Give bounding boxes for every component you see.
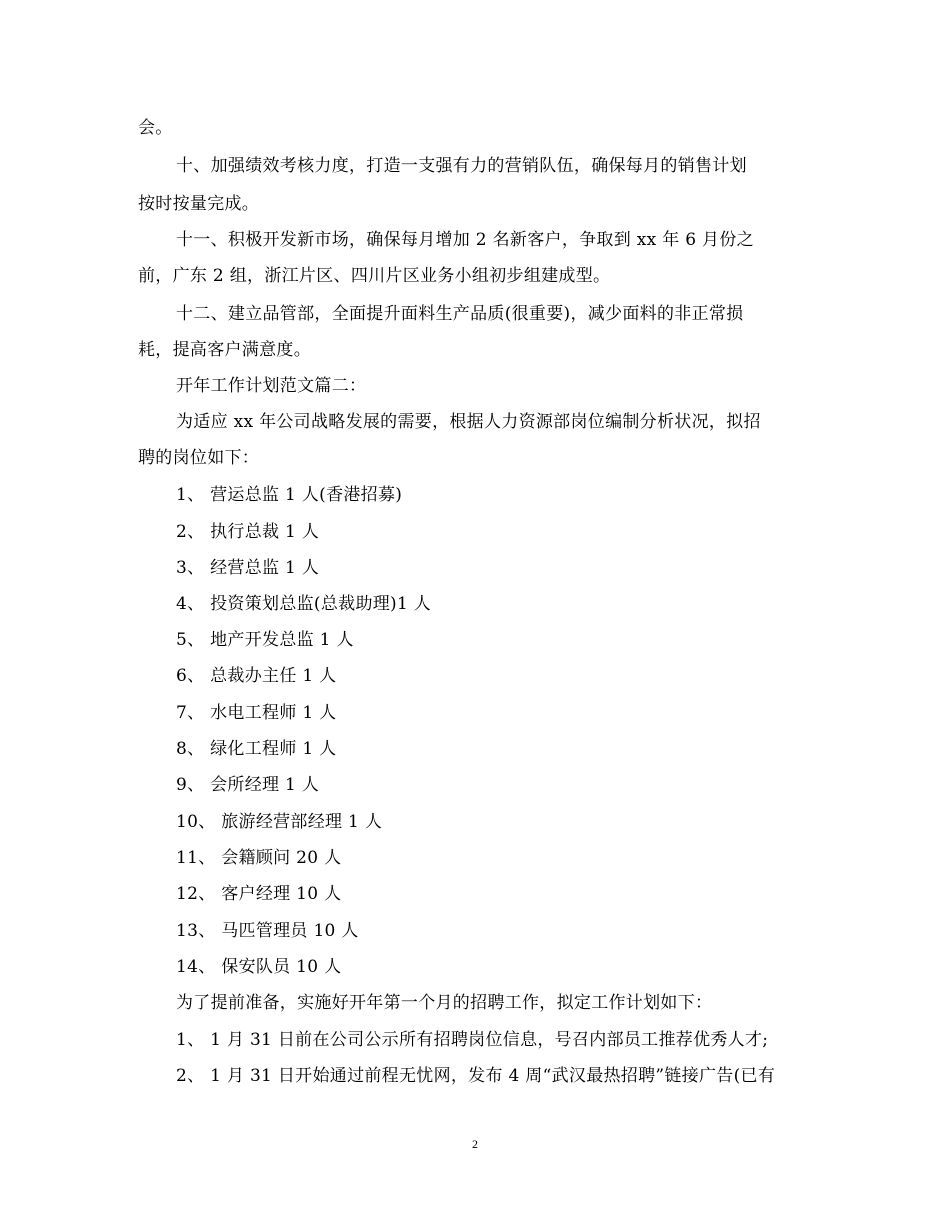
list-item: 8、 绿化工程师 1 人 (176, 739, 337, 759)
list-item: 10、 旅游经营部经理 1 人 (176, 812, 383, 832)
text-line: 聘的岗位如下： (138, 448, 260, 468)
text-line: 为适应 xx 年公司战略发展的需要，根据人力资源部岗位编制分析状况，拟招 (176, 412, 761, 432)
list-item: 3、 经营总监 1 人 (176, 558, 320, 578)
list-item: 13、 马匹管理员 10 人 (176, 921, 359, 941)
list-item: 4、 投资策划总监(总裁助理)1 人 (176, 594, 432, 614)
text-line: 十、加强绩效考核力度，打造一支强有力的营销队伍，确保每月的销售计划 (176, 156, 747, 176)
list-item: 9、 会所经理 1 人 (176, 775, 320, 795)
text-line: 2、 1 月 31 日开始通过前程无忧网，发布 4 周“武汉最热招聘”链接广告(已有 (176, 1066, 776, 1086)
list-item: 7、 水电工程师 1 人 (176, 703, 337, 723)
list-item: 1、 营运总监 1 人(香港招募) (176, 485, 403, 505)
text-line: 十二、建立品管部，全面提升面料生产品质(很重要)，减少面料的非正常损 (176, 304, 744, 324)
list-item: 14、 保安队员 10 人 (176, 957, 342, 977)
list-item: 2、 执行总裁 1 人 (176, 522, 320, 542)
text-line: 前，广东 2 组，浙江片区、四川片区业务小组初步组建成型。 (138, 266, 611, 286)
text-line: 十一、积极开发新市场，确保每月增加 2 名新客户，争取到 xx 年 6 月份之 (176, 230, 754, 250)
text-line: 按时按量完成。 (138, 194, 260, 214)
text-line: 会。 (138, 118, 173, 138)
list-item: 6、 总裁办主任 1 人 (176, 666, 337, 686)
list-item: 5、 地产开发总监 1 人 (176, 630, 354, 650)
section-heading: 开年工作计划范文篇二： (176, 376, 367, 396)
list-item: 12、 客户经理 10 人 (176, 884, 342, 904)
list-item: 11、 会籍顾问 20 人 (176, 848, 342, 868)
page-number: 2 (472, 1137, 478, 1151)
text-line: 为了提前准备，实施好开年第一个月的招聘工作，拟定工作计划如下： (176, 993, 713, 1013)
text-line: 1、 1 月 31 日前在公司公示所有招聘岗位信息，号召内部员工推荐优秀人才; (176, 1030, 769, 1050)
text-line: 耗，提高客户满意度。 (138, 340, 311, 360)
